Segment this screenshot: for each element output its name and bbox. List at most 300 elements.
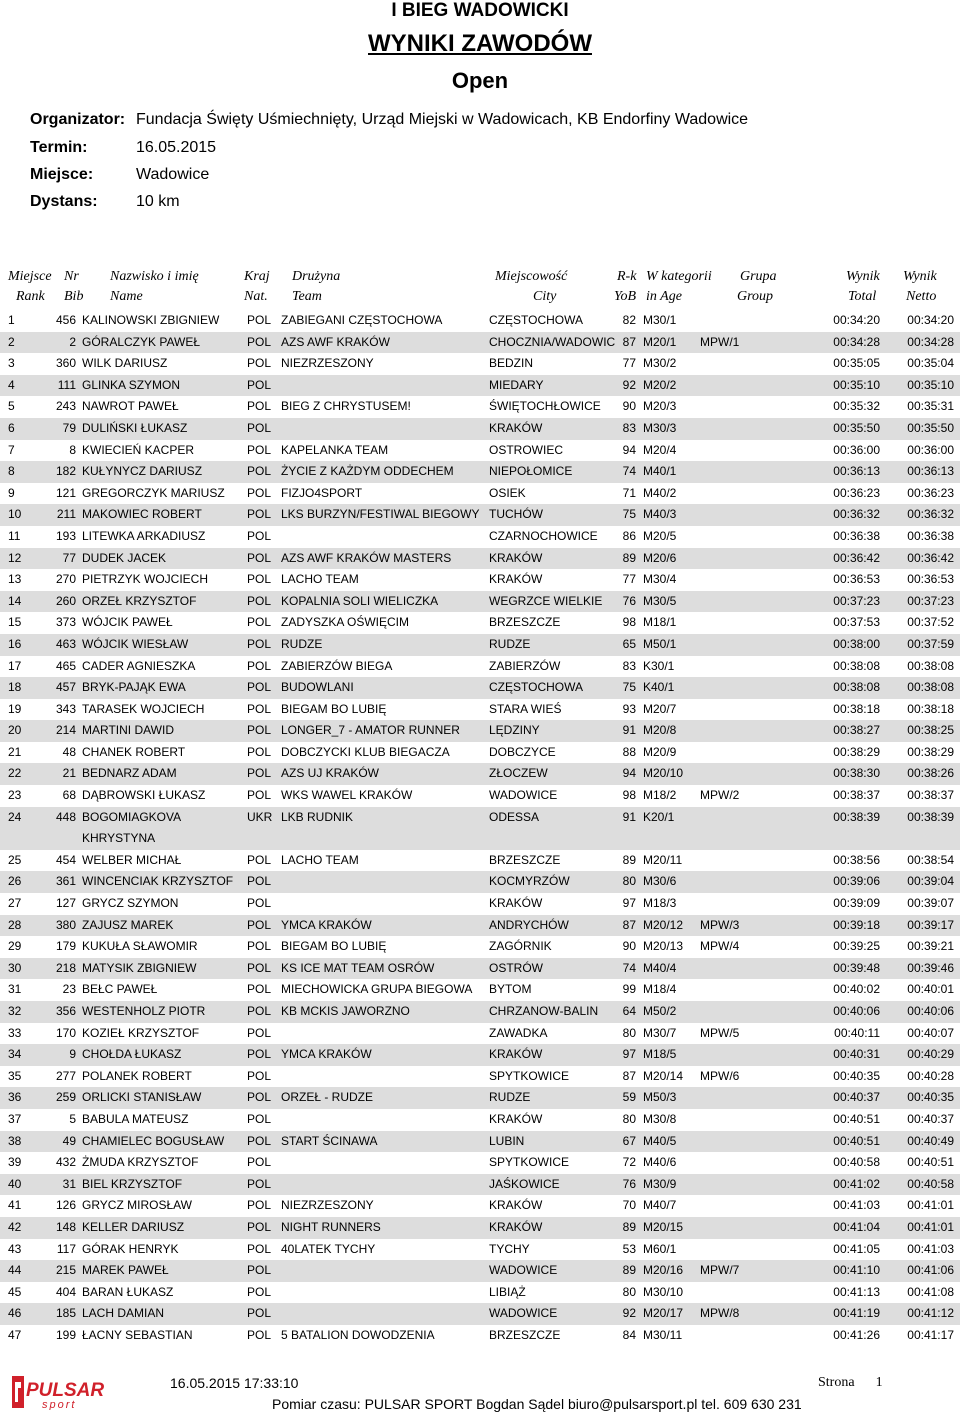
cell-rank: 39 — [8, 1155, 22, 1170]
cell-yob: 80 — [622, 1111, 636, 1126]
cell-name: WILK DARIUSZ — [82, 356, 168, 371]
cell-rank: 19 — [8, 701, 22, 716]
cell-net-time: 00:40:51 — [907, 1155, 954, 1170]
cell-category: K20/1 — [643, 809, 675, 824]
cell-category: M40/3 — [643, 507, 677, 522]
cell-yob: 64 — [622, 1004, 636, 1018]
cell-total-time: 00:38:30 — [833, 766, 880, 781]
cell-net-time: 00:38:08 — [907, 680, 954, 695]
cell-total-time: 00:41:02 — [833, 1176, 880, 1191]
cell-bib: 361 — [55, 874, 76, 889]
cell-name: ORZEŁ KRZYSZTOF — [82, 593, 197, 608]
cell-rank: 40 — [8, 1176, 22, 1191]
cell-net-time: 00:39:21 — [907, 939, 954, 954]
cell-city: CZARNOCHOWICE — [489, 528, 598, 543]
cell-name: LACH DAMIAN — [82, 1306, 165, 1321]
cell-bib: 432 — [55, 1155, 76, 1170]
cell-nat: POL — [247, 960, 272, 975]
cell-net-time: 00:38:25 — [907, 723, 954, 738]
cell-total-time: 00:40:51 — [833, 1133, 880, 1148]
table-row — [0, 677, 960, 699]
cell-net-time: 00:40:49 — [907, 1133, 954, 1148]
cell-yob: 53 — [622, 1241, 636, 1256]
table-row — [0, 893, 960, 915]
cell-city: KRAKÓW — [489, 550, 543, 565]
table-row — [0, 1195, 960, 1217]
cell-bib: 182 — [55, 464, 76, 479]
cell-net-time: 00:34:20 — [907, 313, 954, 327]
logo-text: PULSAR — [26, 1380, 105, 1401]
cell-net-time: 00:40:07 — [907, 1025, 954, 1040]
cell-nat: POL — [247, 550, 272, 565]
cell-name: PIETRZYK WOJCIECH — [82, 572, 209, 587]
cell-category: M20/12 — [643, 917, 684, 932]
cell-category: M50/3 — [643, 1090, 677, 1105]
cell-city: MIEDARY — [489, 377, 544, 392]
col-netto-pl: Wynik — [903, 269, 937, 284]
cell-name: BARAN ŁUKASZ — [82, 1284, 174, 1299]
cell-bib: 199 — [55, 1327, 76, 1342]
cell-yob: 75 — [622, 507, 636, 522]
table-row — [0, 958, 960, 980]
cell-team: KB MCKIS JAWORZNO — [281, 1004, 410, 1018]
table-row — [0, 1217, 960, 1239]
col-team-pl: Drużyna — [292, 269, 341, 284]
cell-yob: 71 — [622, 485, 636, 500]
cell-net-time: 00:36:23 — [907, 485, 954, 500]
cell-total-time: 00:36:53 — [833, 572, 880, 587]
cell-yob: 89 — [622, 1219, 636, 1234]
cell-name: MATYSIK ZBIGNIEW — [82, 960, 197, 975]
cell-nat: POL — [247, 1025, 272, 1040]
cell-nat: POL — [247, 744, 272, 759]
cell-name: ŻMUDA KRZYSZTOF — [82, 1155, 199, 1170]
cell-city: CZĘSTOCHOWA — [489, 313, 584, 327]
cell-bib: 270 — [55, 572, 76, 587]
cell-rank: 46 — [8, 1306, 22, 1321]
cell-bib: 77 — [62, 550, 76, 565]
cell-bib: 456 — [55, 313, 76, 327]
cell-net-time: 00:39:04 — [907, 874, 954, 889]
cell-team: KS ICE MAT TEAM OSRÓW — [281, 960, 435, 975]
table-row — [0, 375, 960, 397]
cell-nat: POL — [247, 788, 272, 803]
cell-rank: 33 — [8, 1025, 22, 1040]
cell-total-time: 00:38:08 — [833, 658, 880, 673]
cell-total-time: 00:36:23 — [833, 485, 880, 500]
cell-team: LACHO TEAM — [281, 572, 359, 587]
cell-rank: 23 — [8, 788, 22, 803]
cell-bib: 111 — [57, 377, 76, 392]
cell-category: M50/1 — [643, 636, 677, 651]
cell-nat: POL — [247, 442, 272, 457]
cell-category: M30/3 — [643, 420, 677, 435]
cell-total-time: 00:41:03 — [833, 1198, 880, 1213]
table-row — [0, 1087, 960, 1109]
cell-city: KRAKÓW — [489, 1219, 543, 1234]
cell-nat: POL — [247, 485, 272, 500]
cell-nat: POL — [247, 528, 272, 543]
cell-name: DULIŃSKI ŁUKASZ — [82, 420, 188, 435]
page-footer — [0, 1370, 960, 1415]
info-distance — [30, 192, 180, 212]
cell-category: M20/7 — [643, 701, 677, 716]
cell-total-time: 00:38:18 — [833, 701, 880, 716]
cell-total-time: 00:35:10 — [833, 377, 880, 392]
cell-net-time: 00:38:08 — [907, 658, 954, 673]
cell-net-time: 00:39:46 — [907, 960, 954, 975]
table-row — [0, 634, 960, 656]
cell-name: KWIECIEŃ KACPER — [82, 442, 195, 457]
cell-team: LACHO TEAM — [281, 852, 359, 867]
cell-total-time: 00:34:20 — [833, 313, 880, 327]
info-value: 16.05.2015 — [136, 139, 217, 156]
cell-name: ZAJUSZ MAREK — [82, 917, 174, 932]
cell-city: RUDZE — [489, 636, 531, 651]
cell-total-time: 00:39:48 — [833, 960, 880, 975]
cell-team: KAPELANKA TEAM — [281, 442, 389, 457]
cell-name: LITEWKA ARKADIUSZ — [82, 528, 206, 543]
table-row — [0, 763, 960, 785]
footer-page — [818, 1375, 883, 1391]
cell-category: M40/6 — [643, 1155, 677, 1170]
cell-city: STARA WIEŚ — [489, 701, 562, 716]
cell-name: TARASEK WOJCIECH — [82, 701, 205, 716]
cell-city: CHRZANOW-BALIN — [489, 1004, 599, 1018]
cell-yob: 80 — [622, 874, 636, 889]
table-row — [0, 1066, 960, 1088]
col-bib-pl: Nr — [64, 269, 79, 284]
cell-total-time: 00:41:13 — [833, 1284, 880, 1299]
col-group-en: Group — [737, 289, 774, 304]
table-row — [0, 1325, 960, 1347]
cell-yob: 88 — [622, 744, 636, 759]
cell-bib: 211 — [56, 507, 76, 522]
table-row — [0, 591, 960, 613]
info-organizer — [30, 110, 748, 130]
cell-name: ORLICKI STANISŁAW — [82, 1090, 202, 1105]
table-row — [0, 1044, 960, 1066]
table-row — [0, 742, 960, 764]
info-value: Wadowice — [136, 166, 210, 183]
cell-rank: 1 — [8, 313, 15, 327]
cell-city: WEGRZCE WIELKIE — [489, 593, 603, 608]
cell-nat: POL — [247, 399, 272, 414]
footer-credit: Pomiar czasu: PULSAR SPORT Bogdan Sądel biuro@pulsarsport.pl tel. 609 630 231 — [272, 1396, 802, 1412]
cell-group: MPW/4 — [700, 939, 740, 954]
cell-name: CHOŁDA ŁUKASZ — [82, 1047, 182, 1062]
cell-total-time: 00:34:28 — [833, 334, 880, 349]
page-label: Strona — [818, 1375, 855, 1390]
cell-city: KRAKÓW — [489, 1111, 543, 1126]
cell-nat: POL — [247, 615, 272, 630]
cell-name: DĄBROWSKI ŁUKASZ — [82, 788, 206, 803]
cell-yob: 90 — [622, 939, 636, 954]
col-total-en: Total — [848, 289, 877, 304]
cell-rank: 6 — [8, 420, 15, 435]
cell-net-time: 00:40:58 — [907, 1176, 954, 1191]
cell-rank: 25 — [8, 852, 22, 867]
cell-bib: 360 — [55, 356, 76, 371]
cell-nat: POL — [247, 658, 272, 673]
table-row — [0, 332, 960, 354]
table-row — [0, 936, 960, 958]
cell-bib: 218 — [55, 960, 76, 975]
cell-category: M20/15 — [643, 1219, 684, 1234]
cell-rank: 18 — [8, 680, 22, 695]
cell-rank: 17 — [8, 658, 22, 673]
cell-net-time: 00:40:01 — [907, 982, 954, 997]
cell-total-time: 00:38:56 — [833, 852, 880, 867]
cell-total-time: 00:38:08 — [833, 680, 880, 695]
table-row — [0, 1152, 960, 1174]
cell-city: OSTRÓW — [489, 960, 543, 975]
cell-city: KOCMYRZÓW — [489, 874, 570, 889]
cell-rank: 8 — [8, 464, 15, 479]
cell-net-time: 00:41:03 — [907, 1241, 954, 1256]
cell-total-time: 00:35:05 — [833, 356, 880, 371]
cell-rank: 28 — [8, 917, 22, 932]
cell-nat: POL — [247, 1068, 272, 1083]
cell-category: M40/1 — [643, 464, 677, 479]
cell-team: LONGER_7 - AMATOR RUNNER — [281, 723, 460, 738]
cell-total-time: 00:39:25 — [833, 939, 880, 954]
cell-bib: 117 — [56, 1241, 76, 1256]
cell-bib: 260 — [55, 593, 76, 608]
cell-name: NAWROT PAWEŁ — [82, 399, 179, 414]
cell-name: MAREK PAWEŁ — [82, 1263, 169, 1278]
cell-name: WELBER MICHAŁ — [82, 852, 182, 867]
cell-name: BIEL KRZYSZTOF — [82, 1176, 183, 1191]
cell-city: TYCHY — [489, 1241, 530, 1256]
cell-bib: 68 — [62, 788, 76, 803]
cell-total-time: 00:38:29 — [833, 744, 880, 759]
cell-nat: POL — [247, 507, 272, 522]
cell-city: RUDZE — [489, 1090, 531, 1105]
cell-city: ZABIERZÓW — [489, 658, 561, 673]
cell-city: ZAWADKA — [489, 1025, 548, 1040]
cell-rank: 42 — [8, 1219, 22, 1234]
cell-rank: 30 — [8, 960, 22, 975]
cell-category: M20/1 — [643, 334, 677, 349]
cell-bib: 49 — [62, 1133, 76, 1148]
cell-net-time: 00:38:18 — [907, 701, 954, 716]
cell-bib: 214 — [55, 723, 76, 738]
cell-yob: 92 — [622, 377, 636, 392]
cell-city: WADOWICE — [489, 788, 558, 803]
cell-category: M20/14 — [643, 1068, 684, 1083]
cell-net-time: 00:34:28 — [907, 334, 954, 349]
cell-bib: 121 — [55, 485, 76, 500]
cell-category: M18/2 — [643, 788, 677, 803]
info-label: Dystans: — [30, 193, 98, 210]
cell-category: M30/6 — [643, 874, 677, 889]
cell-nat: POL — [247, 723, 272, 738]
table-row — [0, 310, 960, 332]
cell-rank: 26 — [8, 874, 22, 889]
cell-nat: POL — [247, 1004, 272, 1018]
cell-net-time: 00:35:31 — [907, 399, 954, 414]
cell-team: FIZJO4SPORT — [281, 485, 363, 500]
col-nat-pl: Kraj — [244, 269, 270, 284]
cell-name: KUŁYNYCZ DARIUSZ — [82, 464, 203, 479]
table-row — [0, 1131, 960, 1153]
cell-yob: 74 — [622, 960, 636, 975]
cell-rank: 34 — [8, 1047, 22, 1062]
table-row — [0, 396, 960, 418]
cell-nat: POL — [247, 464, 272, 479]
cell-nat: POL — [247, 1133, 272, 1148]
cell-total-time: 00:39:09 — [833, 896, 880, 911]
cell-yob: 67 — [622, 1133, 636, 1148]
cell-city: JAŚKOWICE — [489, 1176, 560, 1191]
cell-team: WKS WAWEL KRAKÓW — [281, 788, 413, 803]
cell-yob: 93 — [622, 701, 636, 716]
cell-net-time: 00:36:38 — [907, 528, 954, 543]
cell-total-time: 00:38:27 — [833, 723, 880, 738]
cell-name: WÓJCIK WIESŁAW — [82, 636, 189, 651]
cell-category: M20/16 — [643, 1263, 684, 1278]
cell-team: 40LATEK TYCHY — [281, 1241, 376, 1256]
cell-yob: 94 — [622, 442, 636, 457]
cell-net-time: 00:38:54 — [907, 852, 954, 867]
cell-bib: 2 — [69, 334, 76, 349]
cell-rank: 2 — [8, 334, 15, 349]
cell-rank: 5 — [8, 399, 15, 414]
cell-team: YMCA KRAKÓW — [281, 1047, 372, 1062]
cell-city: BRZESZCZE — [489, 1327, 561, 1342]
cell-group: MPW/8 — [700, 1306, 740, 1321]
cell-net-time: 00:36:13 — [907, 464, 954, 479]
cell-rank: 27 — [8, 896, 22, 911]
cell-nat: POL — [247, 1176, 272, 1191]
cell-team: ZABIERZÓW BIEGA — [281, 658, 393, 673]
cell-rank: 31 — [8, 982, 22, 997]
cell-city: KRAKÓW — [489, 1198, 543, 1213]
cell-city: KRAKÓW — [489, 420, 543, 435]
table-row — [0, 720, 960, 742]
cell-team: DOBCZYCKI KLUB BIEGACZA — [281, 744, 450, 759]
cell-team: KOPALNIA SOLI WIELICZKA — [281, 593, 439, 608]
cell-team: BUDOWLANI — [281, 680, 354, 695]
cell-team: BIEGAM BO LUBIĘ — [281, 939, 387, 954]
cell-rank: 43 — [8, 1241, 22, 1256]
cell-city: ŚWIĘTOCHŁOWICE — [489, 399, 601, 414]
cell-net-time: 00:39:17 — [907, 917, 954, 932]
cell-team: BIEGAM BO LUBIĘ — [281, 701, 387, 716]
cell-bib: 21 — [62, 766, 76, 781]
col-bib-en: Bib — [64, 289, 84, 304]
cell-city: ODESSA — [489, 809, 540, 824]
cell-city: WADOWICE — [489, 1306, 558, 1321]
cell-nat: POL — [247, 1327, 272, 1342]
cell-net-time: 00:41:01 — [907, 1219, 954, 1234]
cell-category: M30/9 — [643, 1176, 677, 1191]
cell-nat: POL — [247, 1219, 272, 1234]
cell-nat: POL — [247, 852, 272, 867]
footer-timestamp: 16.05.2015 17:33:10 — [170, 1375, 299, 1391]
table-row — [0, 461, 960, 483]
cell-category: M30/2 — [643, 356, 677, 371]
cell-yob: 65 — [622, 636, 636, 651]
cell-bib: 277 — [55, 1068, 76, 1083]
cell-rank: 44 — [8, 1263, 22, 1278]
cell-yob: 89 — [622, 550, 636, 565]
cell-yob: 83 — [622, 420, 636, 435]
cell-total-time: 00:40:35 — [833, 1068, 880, 1083]
cell-nat: POL — [247, 420, 272, 435]
info-value: 10 km — [136, 193, 180, 210]
cell-category: M40/2 — [643, 485, 677, 500]
col-city-pl: Miejscowość — [495, 269, 568, 284]
cell-yob: 87 — [622, 1068, 636, 1083]
info-date — [30, 138, 216, 158]
category-title: Open — [451, 68, 509, 93]
cell-city: WADOWICE — [489, 1263, 558, 1278]
cell-rank: 35 — [8, 1068, 22, 1083]
cell-net-time: 00:40:28 — [907, 1068, 954, 1083]
cell-nat: UKR — [247, 809, 273, 824]
cell-name: CHAMIELEC BOGUSŁAW — [82, 1133, 225, 1148]
cell-team: ŻYCIE Z KAŻDYM ODDECHEM — [281, 464, 454, 479]
cell-city: TUCHÓW — [489, 507, 543, 522]
cell-name: KALINOWSKI ZBIGNIEW — [82, 313, 220, 327]
cell-category: M40/5 — [643, 1133, 677, 1148]
cell-rank: 9 — [8, 485, 15, 500]
cell-rank: 11 — [8, 528, 21, 543]
table-row — [0, 612, 960, 634]
cell-nat: POL — [247, 313, 272, 327]
cell-total-time: 00:35:32 — [833, 399, 880, 414]
cell-net-time: 00:40:29 — [907, 1047, 954, 1062]
cell-city: LĘDZINY — [489, 723, 540, 738]
cell-team: LKB RUDNIK — [281, 809, 354, 824]
cell-rank: 45 — [8, 1284, 22, 1299]
cell-bib: 148 — [55, 1219, 76, 1234]
cell-nat: POL — [247, 917, 272, 932]
cell-total-time: 00:39:18 — [833, 917, 880, 932]
table-row — [0, 1001, 960, 1023]
cell-bib: 465 — [55, 658, 76, 673]
cell-total-time: 00:40:37 — [833, 1090, 880, 1105]
cell-total-time: 00:41:19 — [833, 1306, 880, 1321]
table-row — [0, 807, 960, 850]
cell-city: KRAKÓW — [489, 1047, 543, 1062]
cell-city: BRZESZCZE — [489, 615, 561, 630]
cell-category: M40/7 — [643, 1198, 677, 1213]
cell-yob: 77 — [622, 356, 636, 371]
cell-team: BIEG Z CHRYSTUSEM! — [281, 399, 411, 414]
cell-total-time: 00:40:02 — [833, 982, 880, 997]
col-rank-pl: Miejsce — [8, 269, 52, 284]
cell-nat: POL — [247, 701, 272, 716]
cell-name: POLANEK ROBERT — [82, 1068, 192, 1083]
cell-city: OSIEK — [489, 485, 526, 500]
cell-city: NIEPOŁOMICE — [489, 464, 573, 479]
cell-net-time: 00:40:35 — [907, 1090, 954, 1105]
cell-team: MIECHOWICKA GRUPA BIEGOWA — [281, 982, 473, 997]
cell-total-time: 00:36:00 — [833, 442, 880, 457]
cell-name: GÓRALCZYK PAWEŁ — [82, 334, 201, 349]
cell-yob: 90 — [622, 399, 636, 414]
cell-yob: 91 — [622, 809, 636, 824]
cell-bib: 454 — [55, 852, 76, 867]
cell-net-time: 00:35:04 — [907, 356, 954, 371]
cell-group: MPW/6 — [700, 1068, 740, 1083]
cell-yob: 59 — [622, 1090, 636, 1105]
cell-nat: POL — [247, 1111, 272, 1126]
cell-group: MPW/5 — [700, 1025, 740, 1040]
